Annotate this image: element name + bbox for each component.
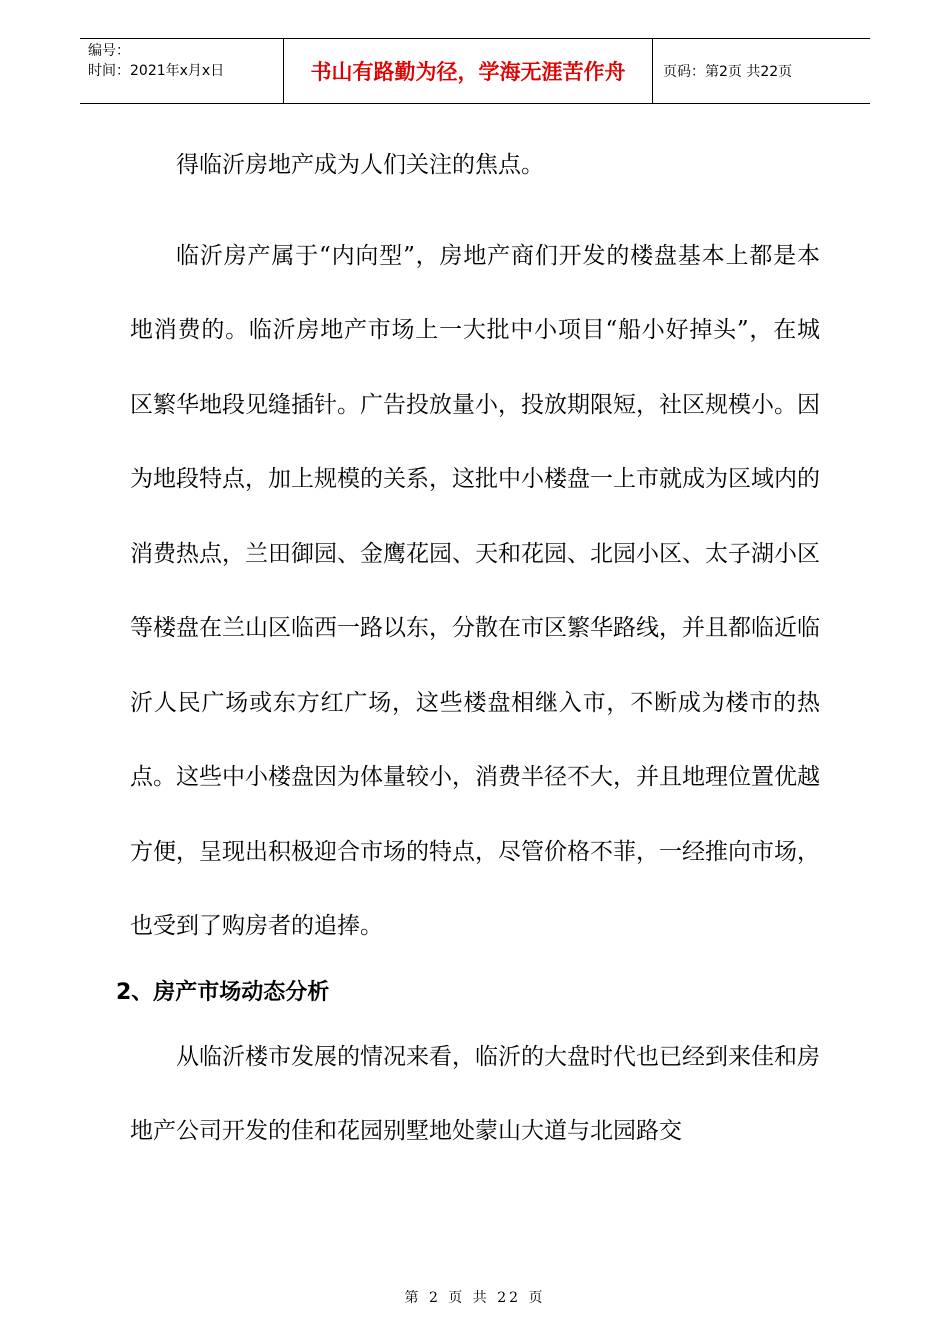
paragraph: 临沂房产属于“内向型”，房地产商们开发的楼盘基本上都是本地消费的。临沂房地产市场上一大批中小项目“船小好掉头”，在城区繁华地段见缝插针。广告投放量小，投放期限短，社区规模小。因为地段特点，加上规模的关系，这批中小楼盘一上市就成为区域内的消费热点，兰田御园、金鹰花园、天和花园、北园小区、太子湖小区等楼盘在兰山区临西一路以东，分散在市区繁华路线，并且都临近临沂人民广场或东方红广场，这些楼盘相继入市，不断成为楼市的热点。这些中小楼盘因为体量较小，消费半径不大，并且地理位置优越方便，呈现出积极迎合市场的特点，尽管价格不菲，一经推向市场，也受到了购房者的追捧。 bbox=[130, 242, 820, 939]
header-meta bbox=[80, 39, 283, 103]
time-label: 时间：2021年x月x日 bbox=[88, 63, 225, 79]
number-label: 编号： bbox=[88, 43, 130, 59]
paragraph: 得临沂房地产成为人们关注的焦点。 bbox=[176, 152, 544, 178]
paragraph: 从临沂楼市发展的情况来看，临沂的大盘时代也已经到来佳和房地产公司开发的佳和花园别墅地处蒙山大道与北园路交 bbox=[130, 1043, 820, 1144]
page-footer: 第 2 页 共 22 页 bbox=[404, 1290, 546, 1306]
header-page-info: 页码：第2页 共22页 bbox=[663, 64, 793, 80]
document-body bbox=[116, 128, 820, 1169]
page-header bbox=[80, 38, 870, 104]
section-heading: 2、房产市场动态分析 bbox=[116, 979, 330, 1005]
header-motto: 书山有路勤为径，学海无涯苦作舟 bbox=[283, 39, 653, 103]
